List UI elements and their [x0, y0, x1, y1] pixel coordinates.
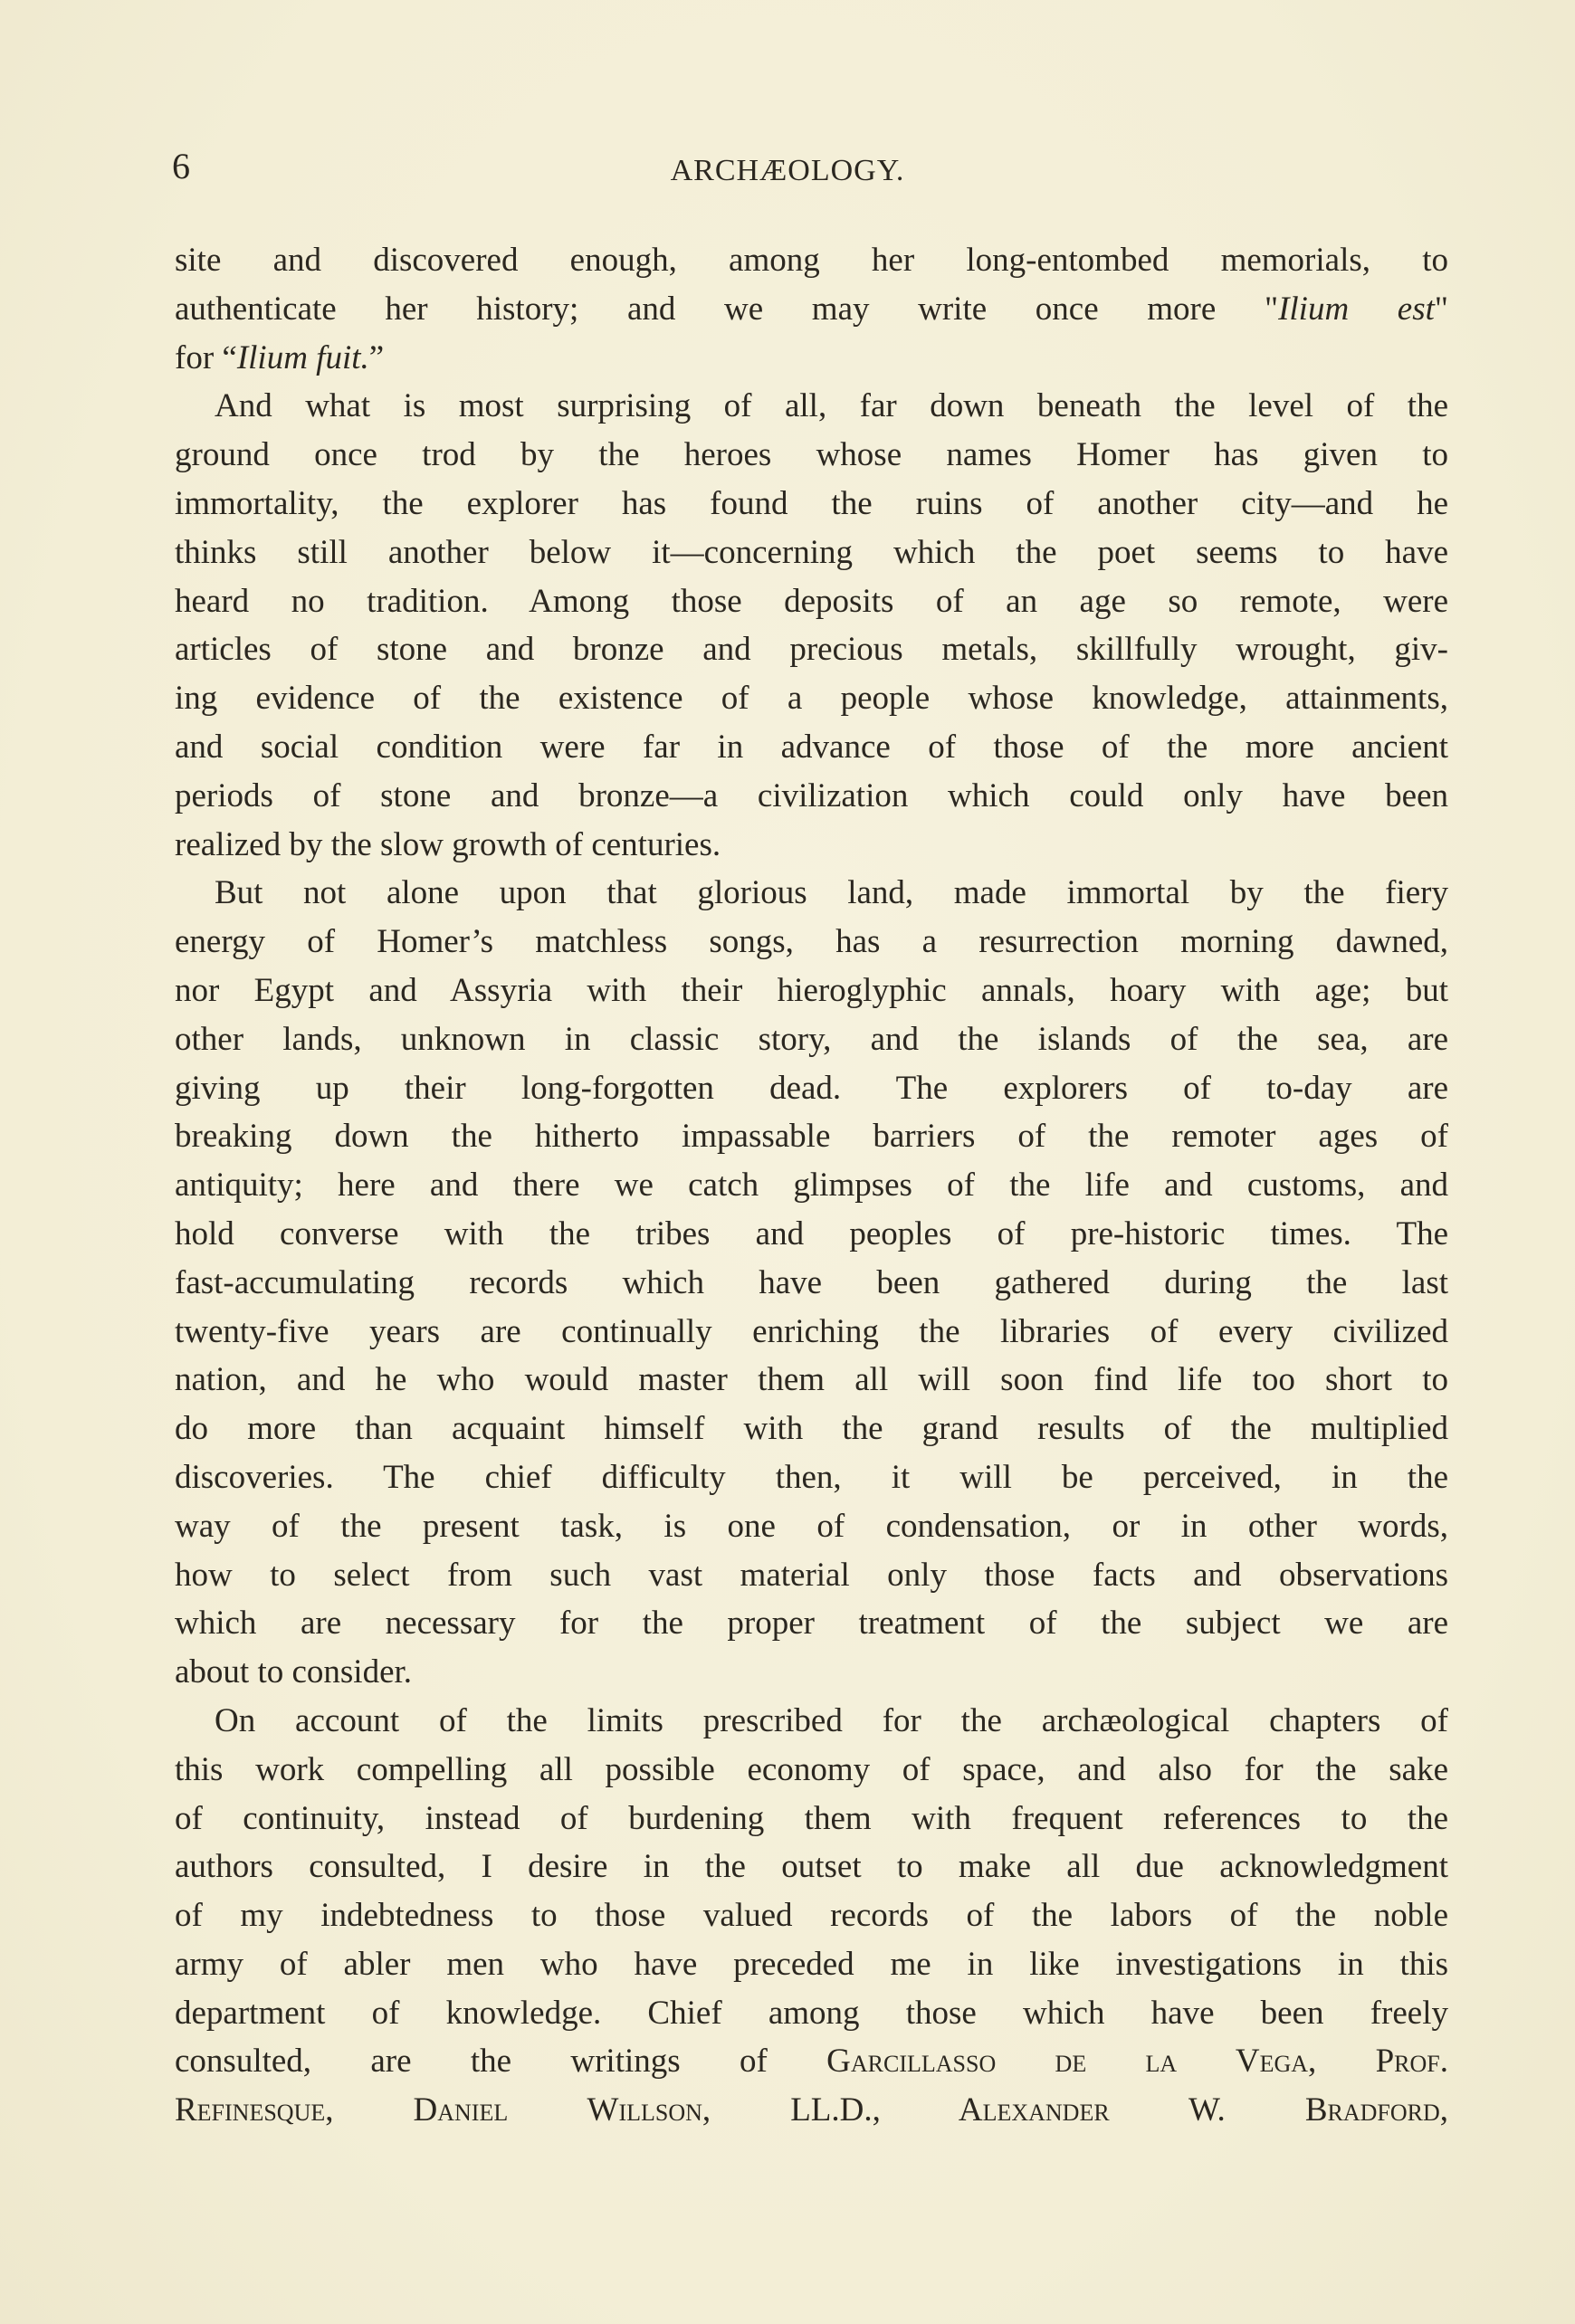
text-segment: twenty-five years are continually enriching the libraries of every civilized: [175, 1312, 1448, 1350]
text-line: [175, 1891, 1448, 1940]
text-line: [175, 967, 1448, 1015]
text-segment: energy of Homer’s matchless songs, has a resurrection morning dawned,: [175, 923, 1448, 961]
text-line: [175, 1112, 1448, 1161]
text-segment: other lands, unknown in classic story, and the islands of the sea, are: [175, 1020, 1448, 1058]
text-segment: authenticate her history; and we may write once more ": [175, 290, 1279, 328]
text-line: [175, 869, 1448, 918]
small-caps-text: Refinesque, Daniel Willson, LL.D., Alexander W. Bradford,: [175, 2091, 1448, 2129]
text-line: [175, 431, 1448, 480]
text-line: [175, 382, 1448, 431]
text-segment: thinks still another below it—concerning which the poet seems to have: [175, 533, 1448, 571]
text-line: [175, 918, 1448, 967]
text-segment: immortality, the explorer has found the ruins of another city—and he: [175, 484, 1448, 522]
text-line: [175, 1989, 1448, 2038]
running-head: ARCHÆOLOGY.: [670, 154, 905, 187]
text-line: [175, 334, 1448, 383]
text-segment: periods of stone and bronze—a civilization which could only have been: [175, 776, 1448, 814]
text-line: [175, 1843, 1448, 1891]
small-caps-text: Garcillasso de la Vega, Prof.: [826, 2043, 1448, 2081]
text-line: [175, 1453, 1448, 1502]
text-segment: how to select from such vast material only those facts and observations: [175, 1556, 1448, 1594]
text-line: [175, 1502, 1448, 1551]
text-segment: And what is most surprising of all, far down beneath the level of the: [215, 387, 1448, 425]
text-segment: realized by the slow growth of centuries.: [175, 825, 721, 863]
text-segment: way of the present task, is one of condensation, or in other words,: [175, 1507, 1448, 1545]
text-line: [175, 1697, 1448, 1746]
italic-text: Ilium fuit.: [236, 338, 369, 376]
text-line: [175, 1551, 1448, 1600]
text-segment: articles of stone and bronze and precious metals, skillfully wrought, giv-: [175, 631, 1448, 669]
text-line: [175, 529, 1448, 577]
text-line: [175, 625, 1448, 674]
text-line: [175, 1356, 1448, 1405]
italic-text: Ilium est: [1278, 290, 1435, 328]
text-segment: for “: [175, 338, 237, 376]
text-line: [175, 821, 1448, 870]
text-segment: fast-accumulating records which have been gathered during the last: [175, 1263, 1448, 1301]
body-text: [175, 236, 1448, 2135]
text-line: [175, 1599, 1448, 1648]
text-line: [175, 577, 1448, 626]
text-line: [175, 1015, 1448, 1064]
text-line: [175, 674, 1448, 723]
text-segment: authors consulted, I desire in the outset to make all due acknowledgment: [175, 1848, 1448, 1886]
text-segment: which are necessary for the proper treatment of the subject we are: [175, 1605, 1448, 1643]
text-segment: and social condition were far in advance of those of the more ancient: [175, 728, 1448, 766]
text-segment: On account of the limits prescribed for the archæological chapters of: [215, 1701, 1448, 1739]
text-segment: department of knowledge. Chief among those which have been freely: [175, 1994, 1448, 2032]
text-line: [175, 2037, 1448, 2086]
text-segment: of continuity, instead of burdening them with frequent references to the: [175, 1799, 1448, 1837]
text-segment: ”: [368, 338, 385, 376]
text-segment: heard no tradition. Among those deposits of an age so remote, were: [175, 582, 1448, 620]
text-segment: antiquity; here and there we catch glimpses of the life and customs, and: [175, 1167, 1448, 1205]
text-line: [175, 772, 1448, 821]
text-line: [175, 1648, 1448, 1697]
text-segment: giving up their long-forgotten dead. The explorers of to-day are: [175, 1069, 1448, 1107]
text-line: [175, 1064, 1448, 1113]
text-segment: ing evidence of the existence of a people whose knowledge, attainments,: [175, 680, 1448, 718]
text-line: [175, 1308, 1448, 1357]
text-segment: this work compelling all possible economy of space, and also for the sake: [175, 1750, 1448, 1788]
text-line: [175, 480, 1448, 529]
text-segment: But not alone upon that glorious land, made immortal by the fiery: [215, 874, 1448, 912]
text-line: [175, 1940, 1448, 1989]
text-line: [175, 1161, 1448, 1210]
text-line: [175, 285, 1448, 334]
text-segment: nor Egypt and Assyria with their hieroglyphic annals, hoary with age; but: [175, 971, 1448, 1009]
text-line: [175, 1405, 1448, 1453]
text-segment: breaking down the hitherto impassable barriers of the remoter ages of: [175, 1118, 1448, 1156]
text-segment: of my indebtedness to those valued records of the labors of the noble: [175, 1897, 1448, 1935]
text-segment: ": [1434, 290, 1449, 328]
text-line: [175, 236, 1448, 285]
text-segment: consulted, are the writings of: [175, 2043, 827, 2081]
text-line: [175, 723, 1448, 772]
text-segment: do more than acquaint himself with the grand results of the multiplied: [175, 1410, 1448, 1448]
text-segment: army of abler men who have preceded me in like investigations in this: [175, 1945, 1448, 1983]
text-line: [175, 1795, 1448, 1843]
text-line: [175, 2086, 1448, 2135]
page-number: 6: [172, 146, 190, 186]
text-segment: site and discovered enough, among her long-entombed memorials, to: [175, 242, 1448, 279]
text-segment: about to consider.: [175, 1653, 413, 1691]
text-segment: nation, and he who would master them all will soon find life too short to: [175, 1361, 1448, 1399]
text-segment: hold converse with the tribes and peoples of pre-historic times. The: [175, 1214, 1448, 1252]
text-line: [175, 1746, 1448, 1795]
text-line: [175, 1259, 1448, 1308]
text-segment: ground once trod by the heroes whose names Homer has given to: [175, 436, 1448, 474]
text-segment: discoveries. The chief difficulty then, it will be perceived, in the: [175, 1458, 1448, 1496]
text-line: [175, 1210, 1448, 1259]
